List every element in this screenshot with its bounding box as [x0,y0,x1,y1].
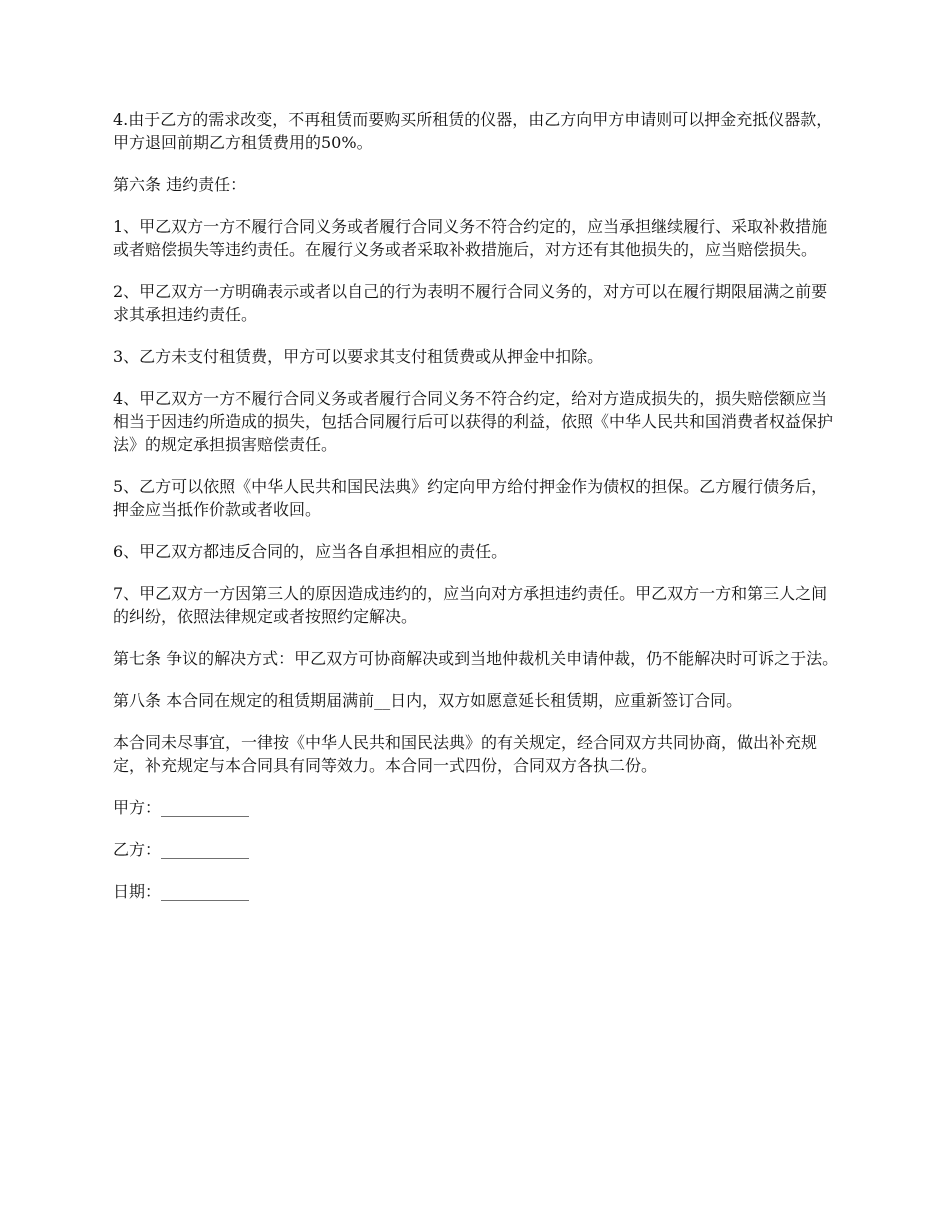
breach-item-2: 2、甲乙双方一方明确表示或者以自己的行为表明不履行合同义务的，对方可以在履行期限届满之前要求其承担违约责任。 [113,282,828,324]
breach-item-3: 3、乙方未支付租赁费，甲方可以要求其支付租赁费或从押金中扣除。 [113,347,604,366]
supplementary-terms: 本合同未尽事宜，一律按《中华人民共和国民法典》的有关规定，经合同双方共同协商，做出补充规定，补充规定与本合同具有同等效力。本合同一式四份，合同双方各执二份。 [113,733,818,775]
date-line: 日期：___________ [113,882,250,901]
party-b-signature-line: 乙方：___________ [113,840,250,859]
breach-item-6: 6、甲乙双方都违反合同的，应当各自承担相应的责任。 [113,542,508,561]
breach-item-1: 1、甲乙双方一方不履行合同义务或者履行合同义务不符合约定的，应当承担继续履行、采取补救措施或者赔偿损失等违约责任。在履行义务或者采取补救措施后，对方还有其他损失的，应当赔偿损失。 [113,217,828,259]
article-7-dispute: 第七条 争议的解决方式：甲乙双方可协商解决或到当地仲裁机关申请仲裁，仍不能解决时可诉之于法。 [113,649,839,668]
article-8-renewal: 第八条 本合同在规定的租赁期届满前__日内，双方如愿意延长租赁期，应重新签订合同。 [113,691,743,710]
article-6-heading: 第六条 违约责任： [113,175,247,194]
breach-item-4: 4、甲乙双方一方不履行合同义务或者履行合同义务不符合约定，给对方造成损失的，损失赔偿额应当相当于因违约所造成的损失，包括合同履行后可以获得的利益，依照《中华人民共和国消费者权益保护法》的规定承担损害赔偿责任。 [113,389,834,454]
document-page [113,108,840,922]
clause-4-purchase: 4.由于乙方的需求改变，不再租赁而要购买所租赁的仪器，由乙方向甲方申请则可以押金充抵仪器款，甲方退回前期乙方租赁费用的50%。 [113,110,833,152]
breach-item-5: 5、乙方可以依照《中华人民共和国民法典》约定向甲方给付押金作为债权的担保。乙方履行债务后，押金应当抵作价款或者收回。 [113,477,828,519]
breach-item-7: 7、甲乙双方一方因第三人的原因造成违约的，应当向对方承担违约责任。甲乙双方一方和第三人之间的纠纷，依照法律规定或者按照约定解决。 [113,584,828,626]
party-a-signature-line: 甲方：___________ [113,798,250,817]
